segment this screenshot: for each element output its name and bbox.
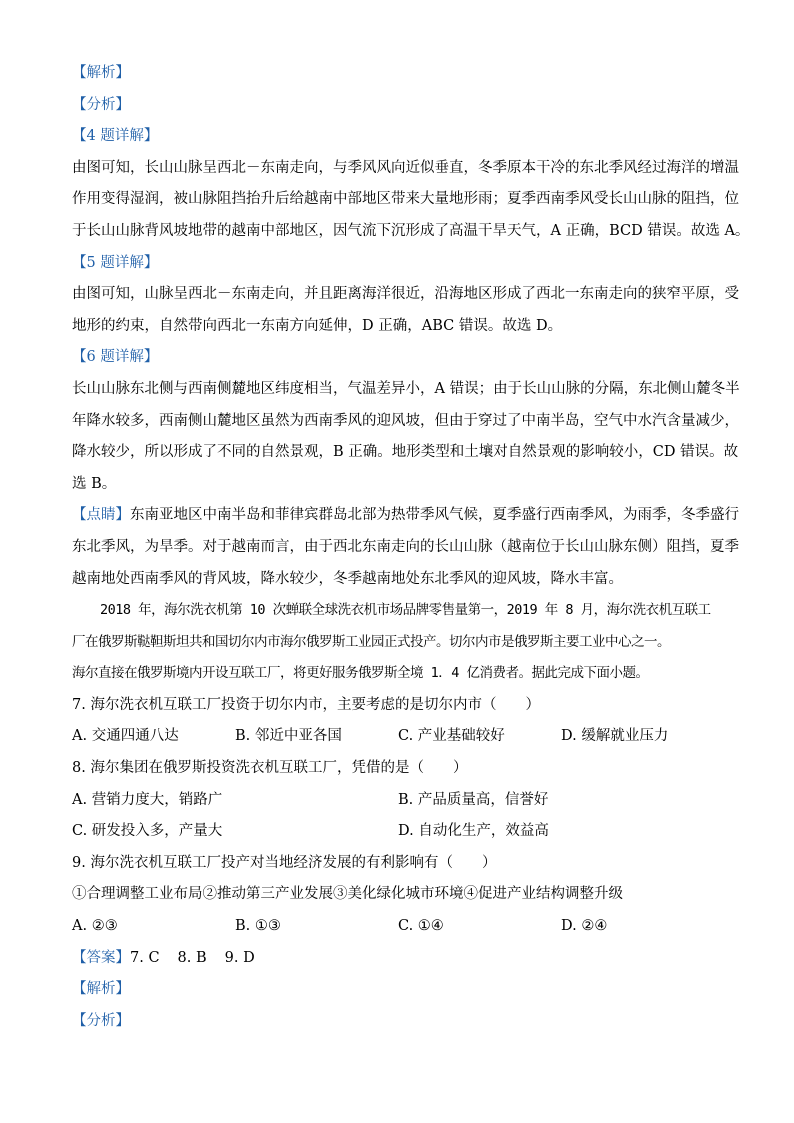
q5-heading: 【5 题详解】 [72,254,159,271]
q9-statements: ①合理调整工业布局②推动第三产业发展③美化绿化城市环境④促进产业结构调整升级 [72,886,623,903]
q7-options [72,721,724,753]
answer-9: 9. D [224,949,255,966]
passage-line: 2018 年，海尔洗衣机第 10 次蝉联全球洗衣机市场品牌零售量第一，2019 年 8 月，海尔洗衣机互联工 [100,602,711,619]
q4-line: 作用变得湿润，被山脉阻挡抬升后给越南中部地区带来大量地形雨；夏季西南季风受长山山脉的阻挡，位 [72,191,739,208]
question-7 [72,690,724,753]
q4-explanation [72,153,750,248]
key-point-tag: 【点睛】 [72,507,130,524]
q9-option-d: D. ②④ [561,918,608,935]
passage-line: 海尔直接在俄罗斯境内开设互联工厂，将更好服务俄罗斯全境 1．4 亿消费者。据此完成下面小题。 [72,665,649,682]
q6-line: 选 B。 [72,475,117,492]
q6-line: 长山山脉东北侧与西南侧麓地区纬度相当，气温差异小，A 错误；由于长山山脉的分隔，东北侧山麓冬半 [72,380,740,397]
q9-option-b: B. ①③ [235,918,281,935]
document-page [72,58,750,1037]
q6-heading: 【6 题详解】 [72,349,159,366]
q8-stem: 8. 海尔集团在俄罗斯投资洗衣机互联工厂，凭借的是（ ） [72,760,468,777]
q7-option-d: D. 缓解就业压力 [561,728,669,745]
q4-line: 于长山山脉背风坡地带的越南中部地区，因气流下沉形成了高温干旱天气，A 正确，BCD 错误。故选 A。 [72,222,750,239]
answer-tag: 【答案】 [72,949,130,966]
analysis-heading: 【解析】 [72,65,130,81]
key-point-line: 越南地处西南季风的背风坡，降水较少，冬季越南地处东北季风的迎风坡，降水丰富。 [72,570,623,587]
question-8 [72,753,724,848]
q4-heading: 【4 题详解】 [72,128,159,145]
breakdown-heading-2: 【分析】 [72,1012,130,1029]
q6-line: 降水较少，所以形成了不同的自然景观，B 正确。地形类型和土壤对自然景观的影响较小，CD 错误。故 [72,444,739,461]
analysis-heading-2: 【解析】 [72,981,130,998]
q7-option-c: C. 产业基础较好 [398,728,505,745]
q8-option-a: A. 营销力度大，销路广 [72,791,223,808]
q8-options-row2 [72,816,724,848]
q6-line: 年降水较多，西南侧山麓地区虽然为西南季风的迎风坡，但由于穿过了中南半岛，空气中水汽含量减少， [72,412,739,429]
key-point [72,500,739,595]
q4-line: 由图可知，长山山脉呈西北－东南走向，与季风风向近似垂直，冬季原本干冷的东北季风经过海洋的增温 [72,159,739,176]
q7-option-a: A. 交通四通八达 [72,728,179,745]
q6-explanation [72,374,740,500]
answer-7: 7. C [130,949,160,966]
key-point-line: 东南亚地区中南半岛和菲律宾群岛北部为热带季风气候，夏季盛行西南季风，为雨季，冬季盛行 [130,507,739,524]
reading-passage [72,595,724,690]
q5-line: 地形的约束，自然带向西北一东南方向延伸，D 正确，ABC 错误。故选 D。 [72,317,563,334]
q7-option-b: B. 邻近中亚各国 [235,728,342,745]
q9-option-a: A. ②③ [72,918,118,935]
q5-line: 由图可知，山脉呈西北－东南走向，并且距离海洋很近，沿海地区形成了西北一东南走向的狭窄平原，受 [72,286,739,303]
passage-line: 厂在俄罗斯鞑靼斯坦共和国切尔内市海尔俄罗斯工业园正式投产。切尔内市是俄罗斯主要工业中心之一。 [72,633,670,650]
q9-options [72,911,724,943]
q9-stem: 9. 海尔洗衣机互联工厂投产对当地经济发展的有利影响有（ ） [72,854,497,871]
answer-8: 8. B [177,949,207,966]
question-9 [72,848,724,943]
q8-option-b: B. 产品质量高，信誉好 [398,791,549,808]
q8-option-d: D. 自动化生产，效益高 [398,823,549,840]
q8-option-c: C. 研发投入多，产量大 [72,823,223,840]
breakdown-heading: 【分析】 [72,96,130,113]
q7-stem: 7. 海尔洗衣机互联工厂投资于切尔内市，主要考虑的是切尔内市（ ） [72,696,540,713]
key-point-line: 东北季风，为旱季。对于越南而言，由于西北东南走向的长山山脉（越南位于长山山脉东侧）阻挡，夏季 [72,538,739,555]
q9-option-c: C. ①④ [398,918,444,935]
q5-explanation [72,279,739,342]
answer-line [72,943,724,975]
q8-options-row1 [72,785,724,817]
